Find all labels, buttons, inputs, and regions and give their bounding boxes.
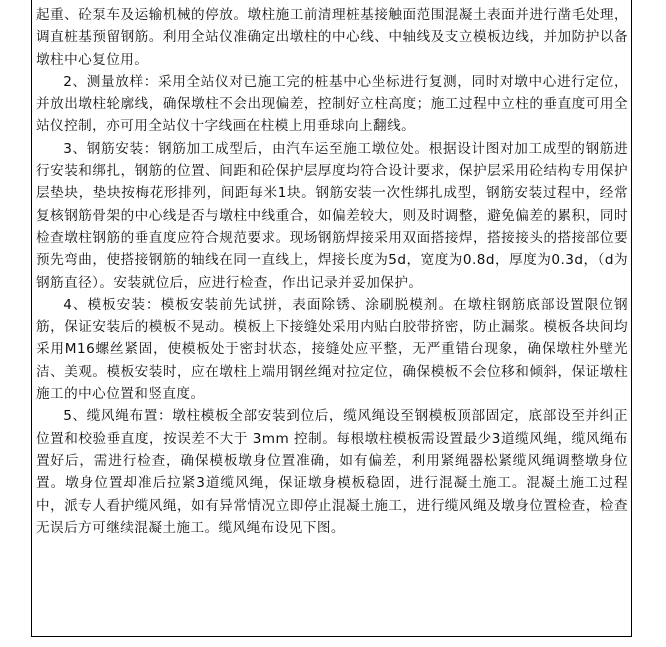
paragraph-rebar-installation: 3、钢筋安装：钢筋加工成型后，由汽车运至施工墩位处。根据设计图对加工成型的钢筋进行安装和绑扎，钢筋的位置、间距和砼保护层厚度均符合设计要求，保护层采用砼结构专用保护层垫块，垫块按梅花形排列，间距每米1块。钢筋安装一次性绑扎成型，钢筋安装过程中，经常复核钢筋骨架的中心线是否与墩柱中线重合，如偏差较大，则及时调整，避免偏差的累积，同时检查墩柱钢筋的垂直度应符合规范要求。现场钢筋焊接采用双面搭接焊，搭接接头的搭接部位要预先弯曲，使搭接钢筋的轴线在同一直线上，焊接长度为5d，宽度为0.8d，厚度为0.3d，（d为钢筋直径）。安装就位后，应进行检查，作出记录并妥加保护。: [36, 140, 628, 291]
paragraph-survey-layout: 2、测量放样：采用全站仪对已施工完的桩基中心坐标进行复测，同时对墩中心进行定位，并放出墩柱轮廓线，确保墩柱不会出现偏差，控制好立柱高度；施工过程中立柱的垂直度可用全站仪控制，亦可用全站仪十字线画在柱模上用垂球向上翻线。: [36, 73, 628, 135]
paragraph-formwork-installation: 4、模板安装：模板安装前先试拼，表面除锈、涂刷脱模剂。在墩柱钢筋底部设置限位钢筋，保证安装后的模板不晃动。模板上下接缝处采用内贴白胶带挤密，防止漏浆。模板各块间均采用M16螺丝紧固，使模板处于密封状态，接缝处应平整，无严重错台现象，确保墩柱外壁光洁、美观。模板安装时，应在墩柱上端用钢丝绳对拉定位，确保模板不会位移和倾斜，保证墩柱施工的中心位置和竖直度。: [36, 296, 628, 403]
paragraph-foundation-prep: 起重、砼泵车及运输机械的停放。墩柱施工前清理桩基接触面范围混凝土表面并进行凿毛处理，调直桩基预留钢筋。利用全站仪准确定出墩柱的中心线、中轴线及支立模板边线，并加防护以备墩柱中心复位用。: [36, 7, 628, 68]
document-body: [36, 4, 628, 539]
paragraph-guy-rope-arrangement: 5、缆风绳布置：墩柱模板全部安装到位后，缆风绳设至钢模板顶部固定，底部设至并纠正位置和校验垂直度，按误差不大于 3mm 控制。每根墩柱模板需设置最少3道缆风绳，缆风绳布置好后，需进行检查，确保模板墩身位置准确，如有偏差，利用紧绳器松紧缆风绳调整墩身位置。墩身位置却准后拉紧3道缆风绳，保证墩身模板稳固，进行混凝土施工。混凝土施工过程中，派专人看护缆风绳，如有异常情况立即停止混凝土施工，进行缆风绳及墩身位置检查，检查无误后方可继续混凝土施工。缆风绳布设见下图。: [36, 408, 628, 536]
